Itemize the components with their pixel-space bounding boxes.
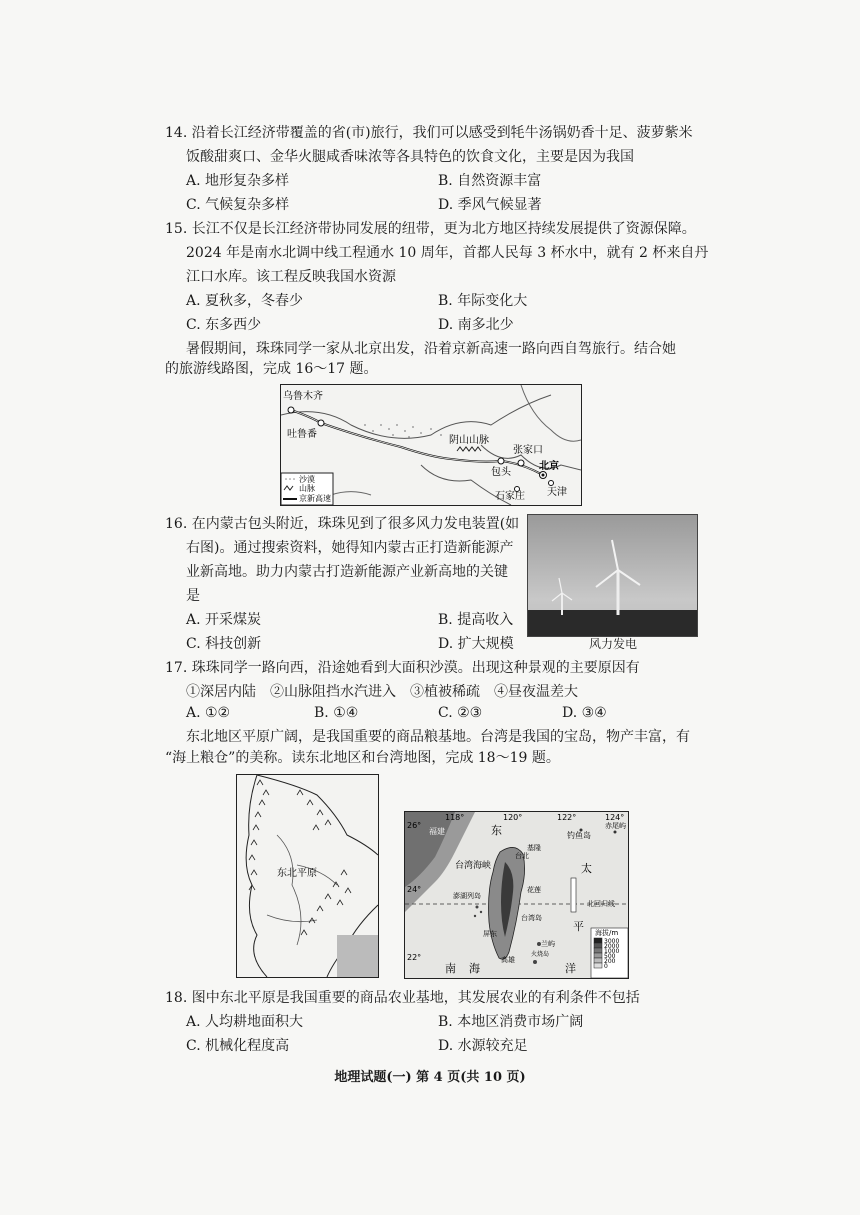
q16-stem-line3: 业新高地。助力内蒙古打造新能源产业新高地的关键 xyxy=(186,564,508,580)
q18-option-b: B. 本地区消费市场广阔 xyxy=(438,1014,584,1030)
q18-stem-line1: 18. 图中东北平原是我国重要的商品农业基地，其发展农业的有利条件不包括 xyxy=(165,990,640,1006)
q16-stem-line2: 右图)。通过搜索资料，她得知内蒙古正打造新能源产 xyxy=(186,540,514,556)
q15-option-d: D. 南多北少 xyxy=(438,317,514,333)
q14-stem-line1: 14. 沿着长江经济带覆盖的省(市)旅行，我们可以感受到牦牛汤锅奶香十足、菠萝紫米 xyxy=(165,125,693,141)
label-turpan: 吐鲁番 xyxy=(287,429,317,440)
q16-option-c: C. 科技创新 xyxy=(186,636,262,652)
lon-124: 124° xyxy=(605,813,625,822)
label-ping: 平 xyxy=(573,920,584,933)
legend-highway: 京新高速 xyxy=(299,494,331,503)
q18-option-c: C. 机械化程度高 xyxy=(186,1038,290,1054)
label-beijing: 北京 xyxy=(539,461,559,472)
legend-3000: 3000 xyxy=(604,938,620,945)
q17-option-c: C. ②③ xyxy=(438,705,483,721)
label-keelung: 基隆 xyxy=(527,844,541,852)
q15-stem-line3: 江口水库。该工程反映我国水资源 xyxy=(186,269,396,285)
lat-24: 24° xyxy=(407,885,422,894)
label-diaoyu: 钓鱼岛 xyxy=(567,831,591,840)
q14-stem-line2: 饭酸甜爽口、金华火腿咸香味浓等各具特色的饮食文化，主要是因为我国 xyxy=(186,149,634,165)
label-kaohsiung: 高雄 xyxy=(501,956,515,964)
q18-option-a: A. 人均耕地面积大 xyxy=(186,1014,304,1030)
route-map xyxy=(280,384,582,506)
taiwan-map xyxy=(404,811,629,979)
label-pingdong: 屏东 xyxy=(483,930,497,938)
label-yinshan: 阴山山脉 xyxy=(449,435,489,446)
q17-option-b: B. ①④ xyxy=(314,705,359,721)
photo-caption: 风力发电 xyxy=(589,637,638,651)
legend-500: 500 xyxy=(604,953,616,960)
q17-option-a: A. ①② xyxy=(186,705,231,721)
legend-desert: 沙漠 xyxy=(299,475,315,484)
intro-18-19-line2: “海上粮仓”的美称。读东北地区和台湾地图，完成 18～19 题。 xyxy=(165,750,560,766)
q17-stem-line2: ①深居内陆 ②山脉阻挡水汽进入 ③植被稀疏 ④昼夜温差大 xyxy=(186,684,578,700)
q14-option-c: C. 气候复杂多样 xyxy=(186,197,290,213)
label-fujian: 福建 xyxy=(429,827,445,836)
q15-option-a: A. 夏秋多，冬春少 xyxy=(186,293,304,309)
q17-stem-line1: 17. 珠珠同学一路向西，沿途她看到大面积沙漠。出现这种景观的主要原因有 xyxy=(165,660,640,676)
label-zhangjiakou: 张家口 xyxy=(513,445,543,456)
q15-option-c: C. 东多西少 xyxy=(186,317,262,333)
label-shijiazhuang: 石家庄 xyxy=(495,491,525,502)
label-huoshao: 火烧岛 xyxy=(531,951,550,958)
legend-mountain: 山脉 xyxy=(299,484,315,493)
label-pacific: 洋 xyxy=(565,962,576,975)
wind-power-photo xyxy=(527,514,698,637)
q16-option-b: B. 提高收入 xyxy=(438,612,514,628)
lon-122: 122° xyxy=(557,813,577,822)
label-east-sea: 东 xyxy=(491,824,502,837)
label-south-sea: 南 xyxy=(445,962,456,975)
label-chiwei: 赤尾屿 xyxy=(605,822,626,830)
label-strait: 台湾海峡 xyxy=(455,861,492,871)
label-tropic: 北回归线 xyxy=(587,900,615,908)
label-hualien: 花莲 xyxy=(527,886,541,894)
northeast-map xyxy=(236,774,379,978)
label-taiwan-island: 台湾岛 xyxy=(521,914,542,922)
label-taipei: 台北 xyxy=(515,852,529,860)
page-footer: 地理试题(一) 第 4 页(共 10 页) xyxy=(334,1070,526,1085)
lon-118: 118° xyxy=(445,813,465,822)
label-penghu: 澎湖列岛 xyxy=(453,892,481,900)
q16-stem-line1: 16. 在内蒙古包头附近，珠珠见到了很多风力发电装置(如 xyxy=(165,516,520,532)
q15-stem-line1: 15. 长江不仅是长江经济带协同发展的纽带，更为北方地区持续发展提供了资源保障。 xyxy=(165,221,696,237)
q14-option-d: D. 季风气候显著 xyxy=(438,197,542,213)
q14-option-a: A. 地形复杂多样 xyxy=(186,173,290,189)
label-urumqi: 乌鲁木齐 xyxy=(283,391,323,402)
q17-option-d: D. ③④ xyxy=(562,705,607,721)
legend-2000: 2000 xyxy=(604,943,620,950)
intro-16-17-line2: 的旅游线路图，完成 16～17 题。 xyxy=(165,361,378,377)
q16-option-a: A. 开采煤炭 xyxy=(186,612,262,628)
intro-18-19-line1: 东北地区平原广阔，是我国重要的商品粮基地。台湾是我国的宝岛，物产丰富，有 xyxy=(186,729,690,745)
legend-200: 200 xyxy=(604,958,616,965)
label-tianjin: 天津 xyxy=(547,487,567,498)
q18-option-d: D. 水源较充足 xyxy=(438,1038,528,1054)
label-baotou: 包头 xyxy=(491,467,511,478)
q15-stem-line2: 2024 年是南水北调中线工程通水 10 周年，首都人民每 3 杯水中，就有 2 杯来自丹 xyxy=(186,245,709,261)
legend-1000: 1000 xyxy=(604,948,620,955)
lat-26: 26° xyxy=(407,821,422,830)
lat-22: 22° xyxy=(407,953,422,962)
q15-option-b: B. 年际变化大 xyxy=(438,293,528,309)
legend-0: 0 xyxy=(604,963,608,970)
q14-option-b: B. 自然资源丰富 xyxy=(438,173,542,189)
label-northeast-plain: 东北平原 xyxy=(277,868,317,879)
legend-elevation-title: 海拔/m xyxy=(595,929,619,937)
q16-stem-line4: 是 xyxy=(186,588,200,604)
intro-16-17-line1: 暑假期间，珠珠同学一家从北京出发，沿着京新高速一路向西自驾旅行。结合她 xyxy=(186,341,676,357)
label-sea-hai: 海 xyxy=(469,962,480,975)
label-lanyu: 兰屿 xyxy=(541,940,555,948)
lon-120: 120° xyxy=(503,813,523,822)
q16-option-d: D. 扩大规模 xyxy=(438,636,514,652)
label-tai: 太 xyxy=(581,862,592,875)
